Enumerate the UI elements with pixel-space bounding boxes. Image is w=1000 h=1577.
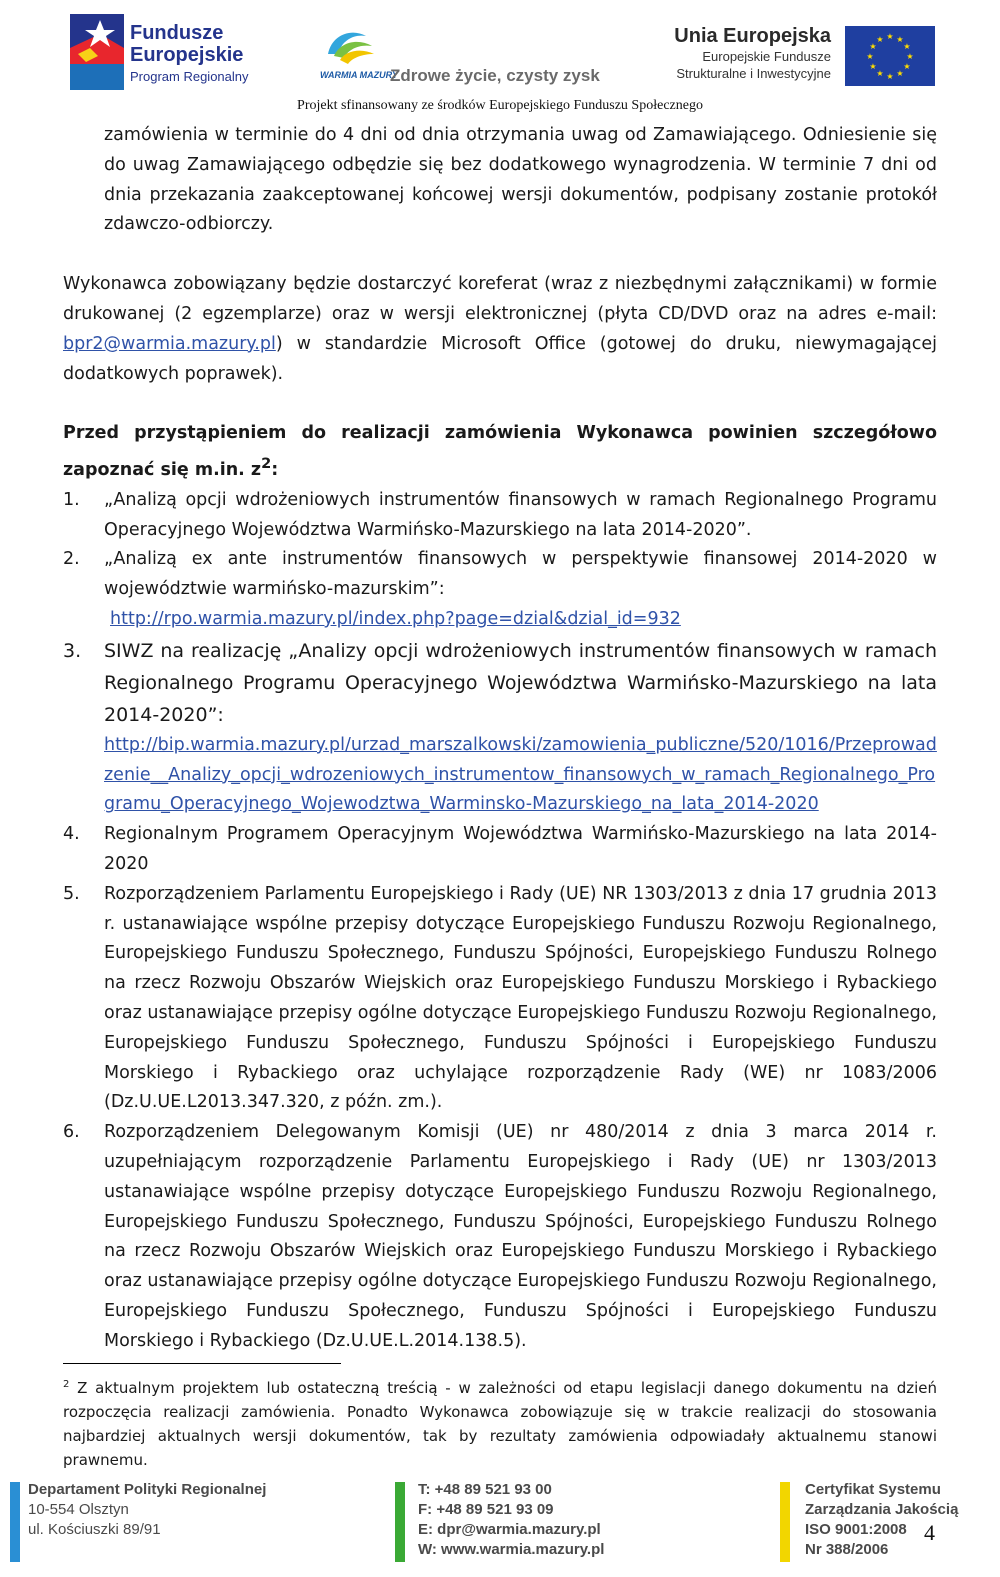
footer-postal: 10-554 Olsztyn <box>28 1501 129 1518</box>
fe-subtitle: Program Regionalny <box>130 69 249 84</box>
list-item: 5. Rozporządzeniem Parlamentu Europejskiego i Rady (UE) NR 1303/2013 z dnia 17 grudnia 2013 r. ustanawiające wspólne przepisy dotyczące Europejskiego Funduszu Rozwoju Regionalnego, Europejskiego Funduszu Społecznego, Funduszu Spójności, Europejskiego Funduszu Rolnego na rzecz Rozwoju Obszarów Wiejskich oraz Europejskiego Funduszu Morskiego i Rybackiego oraz ustanawiające przepisy ogólne dotyczące Europejskiego Funduszu Rozwoju Regionalnego, Europejskiego Funduszu Społecznego, Funduszu Spójności i Europejskiego Funduszu Morskiego i Rybackiego oraz uchylające rozporządzenie Rady (WE) nr 1083/2006 (Dz.U.UE.L2013.347.320, z późn. zm.). <box>63 883 937 1113</box>
footer-blue-bar <box>10 1482 20 1562</box>
svg-text:★: ★ <box>869 62 877 71</box>
footnote-marker: 2 <box>63 1379 70 1390</box>
page-header <box>0 0 960 120</box>
list-item: 4. Regionalnym Programem Operacyjnym Województwa Warmińsko-Mazurskiego na lata 2014-2020 <box>63 824 937 874</box>
footnote-text: Z aktualnym projektem lub ostateczną treścią - w zależności od etapu legislacji danego dokumentu na dzień rozpoczęcia realizacji zamówienia. Ponadto Wykonawca zobowiązuje się w trakcie realizacji do stosowania najbardziej aktualnych wersji dokumentów, tak by rezultaty zamówienia odpowiadały aktualnemu stanowi prawnemu. <box>63 1379 937 1469</box>
delivery-text-before: Wykonawca zobowiązany będzie dostarczyć koreferat (wraz z niezbędnymi załącznikami) w formie drukowanej (2 egzemplarze) oraz w wersji elektronicznej (płyta CD/DVD oraz na adres e-mail: <box>63 274 937 324</box>
svg-text:★: ★ <box>886 72 894 81</box>
list-item: 6. Rozporządzeniem Delegowanym Komisji (UE) nr 480/2014 z dnia 3 marca 2014 r. uzupełniającym rozporządzenie Parlamentu Europejskiego i Rady (UE) nr 1303/2013 ustanawiające wspólne przepisy dotyczące Europejskiego Funduszu Rozwoju Regionalnego, Europejskiego Funduszu Społecznego, Funduszu Spójności, Europejskiego Funduszu Rolnego na rzecz Rozwoju Obszarów Wiejskich oraz Europejskiego Funduszu Morskiego i Rybackiego oraz ustanawiające przepisy ogólne dotyczące Europejskiego Funduszu Rozwoju Regionalnego, Europejskiego Funduszu Społecznego, Funduszu Spójności i Europejskiego Funduszu Morskiego i Rybackiego (Dz.U.UE.L.2014.138.5). <box>63 1122 937 1351</box>
ue-subtitle-line1: Europejskie Fundusze <box>702 49 831 64</box>
svg-text:★: ★ <box>903 62 911 71</box>
footnote-divider <box>63 1363 341 1364</box>
footer-phone: T: +48 89 521 93 00 <box>418 1481 552 1498</box>
footer-dept-name: Departament Polityki Regionalnej <box>28 1481 267 1498</box>
footer-green-bar <box>395 1482 405 1562</box>
wm-logo-label: WARMIA MAZURY <box>320 70 398 80</box>
footer-certificate: Certyfikat Systemu Zarządzania Jakością ISO 9001:2008 Nr 388/2006 <box>805 1481 959 1558</box>
svg-text:★: ★ <box>896 35 904 44</box>
unia-europejska-logo <box>655 22 937 88</box>
warmia-mazury-logo <box>318 24 608 90</box>
svg-text:★: ★ <box>886 32 894 41</box>
fe-title-line1: Fundusze <box>130 22 224 44</box>
svg-text:★: ★ <box>876 69 884 78</box>
email-link[interactable]: bpr2@warmia.mazury.pl <box>63 333 276 354</box>
svg-text:★: ★ <box>866 52 874 61</box>
fundusze-europejskie-logo <box>70 12 270 92</box>
footer-yellow-bar <box>780 1482 790 1562</box>
bip-link[interactable]: http://bip.warmia.mazury.pl/urzad_marszalkowski/zamowienia_publiczne/520/1016/Przeprowadzenie__Analizy_opcji_wdrozeniowych_instrumentow_finansowych_w_ramach_Regionalnego_Programu_Operacyjnego_Wojewodztwa_Warminsko-Mazurskiego_na_lata_2014-2020 <box>104 734 937 815</box>
document-body <box>63 121 937 1357</box>
bold-intro: Przed przystąpieniem do realizacji zamówienia Wykonawca powinien szczegółowo zapoznać się m.in. $z^2$: <box>63 423 937 480</box>
warmia-mazury-swirl-icon <box>318 24 398 86</box>
list-item: 3. SIWZ na realizację „Analizy opcji wdrożeniowych instrumentów finansowych w ramach Regionalnego Programu Operacyjnego Województwa Warmińsko-Mazurskiego na lata 2014-2020”: http://bip.warmia.mazury.pl/urzad_marszalkowski/zamowienia_publiczne/520/1016/Przeprowadzenie__Analizy_opcji_wdrozeniowych_instrumentow_finansowych_w_ramach_Regionalnego_Programu_Operacyjnego_Wojewodztwa_Warminsko-Mazurskiego_na_lata_2014-2020 <box>63 635 937 820</box>
fe-star-flag-icon <box>70 14 124 90</box>
svg-text:★: ★ <box>876 35 884 44</box>
footnote <box>63 1373 937 1472</box>
footnote-ref: 2 <box>261 455 272 473</box>
footer-contact <box>418 1480 604 1560</box>
wm-slogan: Zdrowe życie, czysty zysk <box>390 66 600 85</box>
svg-text:★: ★ <box>869 42 877 51</box>
footer-www[interactable]: W: www.warmia.mazury.pl <box>418 1541 605 1558</box>
delivery-text-after: ) w standardzie Microsoft Office (gotowej do druku, niewymagającej dodatkowych poprawek). <box>63 333 937 384</box>
ue-subtitle-line2: Strukturalne i Inwestycyjne <box>676 66 831 81</box>
svg-text:★: ★ <box>903 42 911 51</box>
bold-intro-text: Przed przystąpieniem do realizacji zamówienia Wykonawca powinien szczegółowo zapoznać się m.in. z <box>63 423 937 480</box>
document-list <box>63 486 937 1357</box>
svg-text:★: ★ <box>906 52 914 61</box>
page-number: 4 <box>924 1520 935 1545</box>
ue-title: Unia Europejska <box>674 25 831 47</box>
list-item: 1. „Analizą opcji wdrożeniowych instrumentów finansowych w ramach Regionalnego Programu Operacyjnego Województwa Warmińsko-Mazurskiego na lata 2014-2020”. <box>63 489 937 540</box>
footer-email[interactable]: E: dpr@warmia.mazury.pl <box>418 1521 601 1538</box>
page-footer <box>0 1474 960 1577</box>
continued-paragraph: zamówienia w terminie do 4 dni od dnia otrzymania uwag od Zamawiającego. Odniesienie się do uwag Zamawiającego odbędzie się bez dodatkowego wynagrodzenia. W terminie 7 dni od dnia przekazania zaakceptowanej końcowej wersji dokumentów, podpisany zostanie protokół zdawczo-odbiorczy. <box>104 125 937 235</box>
delivery-paragraph <box>63 270 937 389</box>
svg-text:★: ★ <box>896 69 904 78</box>
list-item: 2. „Analizą ex ante instrumentów finansowych w perspektywie finansowej 2014-2020 w województwie warmińsko-mazurskim”: http://rpo.warmia.mazury.pl/index.php?page=dzial&dzial_id=932 <box>63 545 937 634</box>
header-caption: Projekt sfinansowany ze środków Europejskiego Funduszu Społecznego <box>297 98 703 113</box>
footer-street: ul. Kościuszki 89/91 <box>28 1521 161 1538</box>
rpo-link[interactable]: http://rpo.warmia.mazury.pl/index.php?page=dzial&dzial_id=932 <box>110 608 681 629</box>
footer-address <box>28 1480 266 1540</box>
fe-title-line2: Europejskie <box>130 44 244 66</box>
eu-flag-icon <box>845 26 935 86</box>
footer-fax: F: +48 89 521 93 09 <box>418 1501 554 1518</box>
